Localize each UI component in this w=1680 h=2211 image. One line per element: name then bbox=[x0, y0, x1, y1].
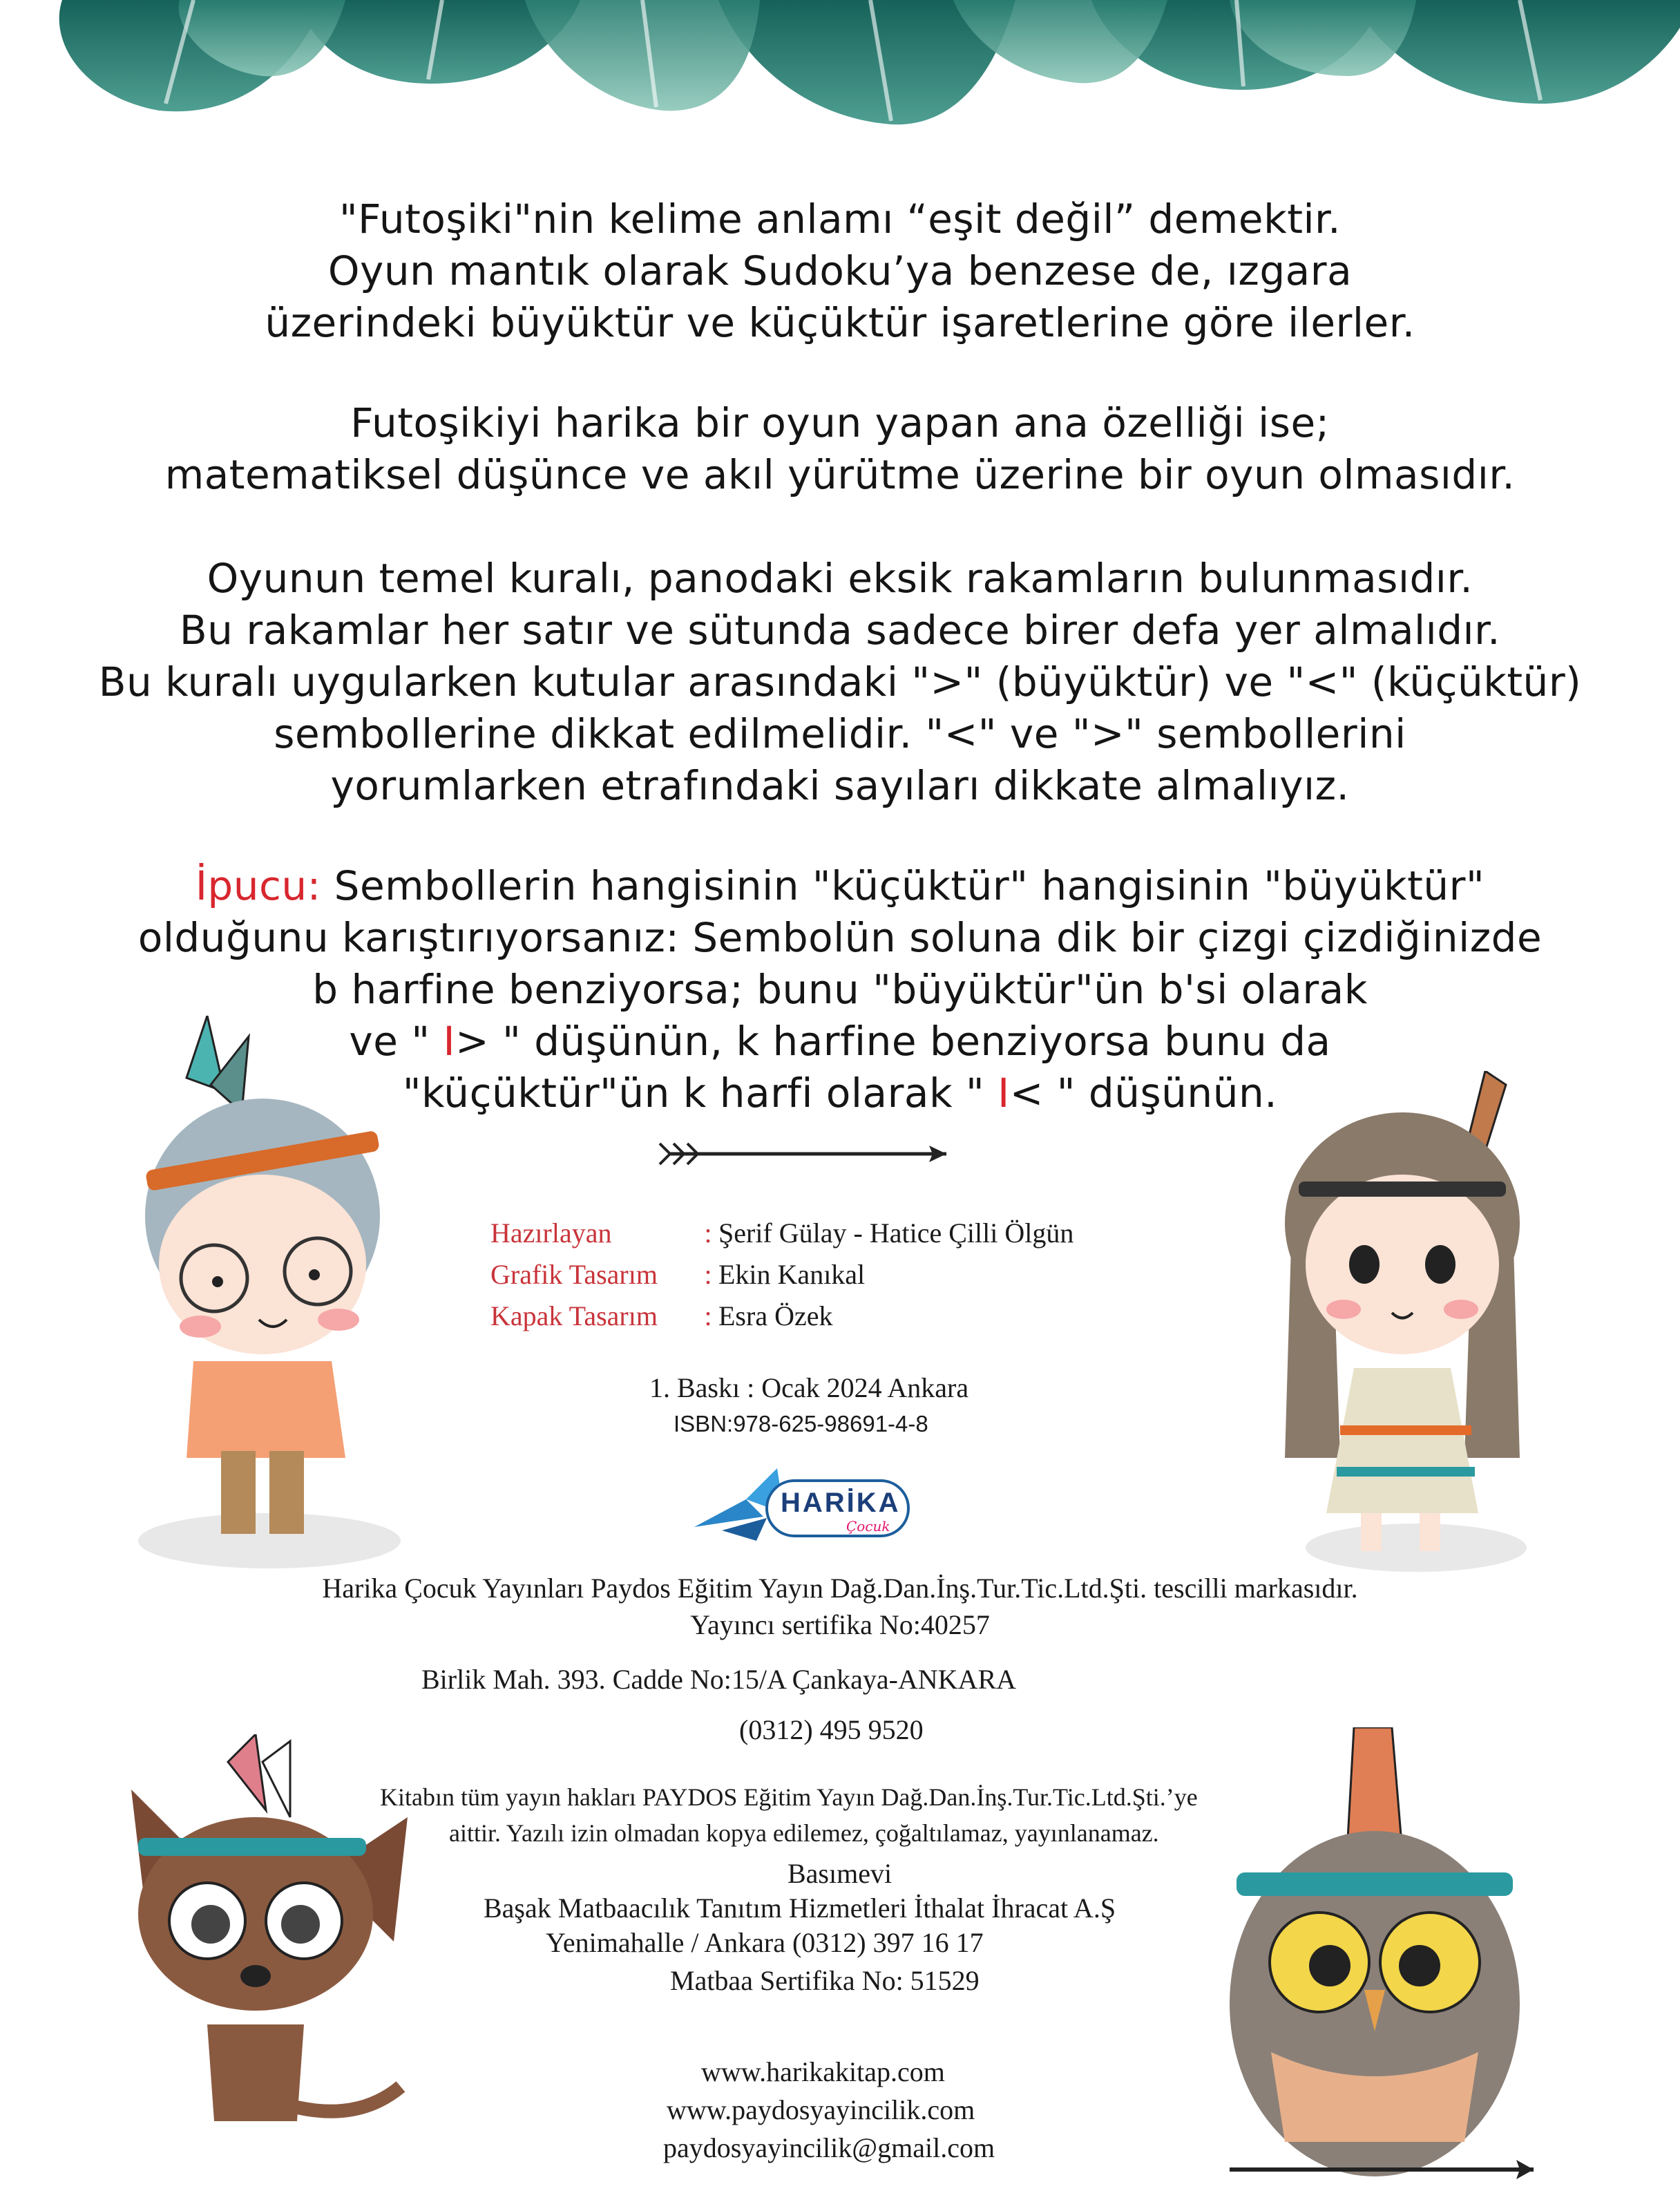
credit-row-graphic bbox=[490, 1254, 1073, 1296]
intro-line: Oyunun temel kuralı, panodaki eksik rakamların bulunmasıdır. bbox=[207, 555, 1473, 602]
printer-name: Başak Matbaacılık Tanıtım Hizmetleri İthalat İhracat A.Ş bbox=[484, 1892, 1116, 1924]
credit-value: Ekin Kanıkal bbox=[718, 1259, 866, 1290]
email-link[interactable]: paydosyayincilik@gmail.com bbox=[663, 2132, 995, 2163]
printer-heading: Basımevi bbox=[788, 1858, 892, 1889]
boy-character-illustration bbox=[104, 1016, 421, 1568]
credit-separator: : bbox=[704, 1300, 712, 1331]
credit-label: Kapak Tasarım bbox=[490, 1300, 658, 1331]
credit-label: Hazırlayan bbox=[490, 1217, 612, 1249]
tip-line-3: b harfine benziyorsa; bunu "büyüktür"ün b'si olarak bbox=[312, 966, 1368, 1013]
credit-value: Esra Özek bbox=[718, 1300, 833, 1331]
tip-label: İpucu: bbox=[195, 862, 321, 909]
printer-certificate: Matbaa Sertifika No: 51529 bbox=[670, 1965, 980, 1996]
intro-line: Oyun mantık olarak Sudoku’ya benzese de, ızgara bbox=[327, 247, 1353, 294]
credit-row-prepared bbox=[490, 1213, 1073, 1254]
rights-line-2: aittir. Yazılı izin olmadan kopya edilemez, çoğaltılamaz, yayınlanamaz. bbox=[449, 1819, 1159, 1847]
credit-separator: : bbox=[704, 1259, 712, 1290]
tip-text: " düşünün, k harfine benziyorsa bunu da bbox=[489, 1018, 1331, 1065]
logo-subtext: Çocuk bbox=[846, 1518, 890, 1535]
monstera-leaves-banner bbox=[0, 0, 1680, 159]
intro-line: Bu kuralı uygularken kutular arasındaki ">" (büyüktür) ve "<" (küçüktür) bbox=[98, 658, 1582, 705]
intro-line: yorumlarken etrafındaki sayıları dikkate almalıyız. bbox=[330, 762, 1350, 809]
tip-line-1 bbox=[0, 860, 1680, 912]
isbn-text: ISBN:978-625-98691-4-8 bbox=[674, 1411, 928, 1436]
intro-line: sembollerine dikkat edilmelidir. "<" ve ">" sembollerini bbox=[274, 710, 1406, 757]
intro-line: matematiksel düşünce ve akıl yürütme üzerine bir oyun olmasıdır. bbox=[164, 451, 1516, 498]
website-link-2[interactable]: www.paydosyayincilik.com bbox=[667, 2094, 975, 2125]
edition-text: 1. Baskı : Ocak 2024 Ankara bbox=[649, 1372, 969, 1403]
intro-line: üzerindeki büyüktür ve küçüktür işaretlerine göre ilerler. bbox=[265, 299, 1415, 346]
rights-line-1: Kitabın tüm yayın hakları PAYDOS Eğitim Yayın Dağ.Dan.İnş.Tur.Tic.Ltd.Şti.’ye bbox=[380, 1783, 1198, 1811]
credit-value: Şerif Gülay - Hatice Çilli Ölgün bbox=[718, 1217, 1074, 1249]
tip-text: Sembollerin hangisinin "küçüktür" hangisinin "büyüktür" bbox=[321, 862, 1485, 909]
tip-symbol: < bbox=[1009, 1070, 1044, 1117]
tip-text: "küçüktür"ün k harfi olarak " bbox=[402, 1070, 998, 1117]
publisher-line-1: Harika Çocuk Yayınları Paydos Eğitim Yayın Dağ.Dan.İnş.Tur.Tic.Ltd.Şti. tescilli markasıdır. bbox=[322, 1573, 1358, 1604]
credit-separator: : bbox=[704, 1217, 712, 1249]
publisher-line-2: Yayıncı sertifika No:40257 bbox=[690, 1609, 990, 1640]
arrow-divider-icon bbox=[656, 1133, 967, 1175]
credits-block bbox=[490, 1213, 1073, 1337]
credit-row-cover bbox=[490, 1296, 1073, 1337]
intro-line: "Futoşiki"nin kelime anlamı “eşit değil” demektir. bbox=[338, 196, 1342, 243]
publisher-address: Birlik Mah. 393. Cadde No:15/A Çankaya-ANKARA bbox=[421, 1664, 1017, 1695]
intro-paragraph-1 bbox=[0, 193, 1680, 349]
tip-symbol: > bbox=[455, 1018, 490, 1065]
publisher-phone: (0312) 495 9520 bbox=[739, 1714, 924, 1745]
tip-text: " düşünün. bbox=[1043, 1070, 1278, 1117]
harika-logo bbox=[680, 1461, 929, 1551]
credit-label: Grafik Tasarım bbox=[490, 1259, 658, 1290]
intro-line: Bu rakamlar her satır ve sütunda sadece birer defa yer almalıdır. bbox=[179, 607, 1501, 654]
website-link-1[interactable]: www.harikakitap.com bbox=[701, 2056, 945, 2087]
tip-line-2: olduğunu karıştırıyorsanız: Sembolün soluna dik bir çizgi çizdiğinizde bbox=[137, 914, 1543, 961]
intro-paragraph-3 bbox=[0, 553, 1680, 812]
tip-bar-symbol: I bbox=[443, 1018, 456, 1065]
tip-text: ve " bbox=[349, 1018, 443, 1065]
logo-text: HARİKA bbox=[781, 1488, 901, 1518]
intro-line: Futoşikiyi harika bir oyun yapan ana özelliği ise; bbox=[350, 399, 1330, 446]
printer-location: Yenimahalle / Ankara (0312) 397 16 17 bbox=[546, 1927, 984, 1958]
intro-paragraph-2 bbox=[0, 397, 1680, 501]
tip-bar-symbol: I bbox=[998, 1070, 1010, 1117]
dog-character-illustration bbox=[117, 1734, 421, 2170]
owl-character-illustration bbox=[1216, 1727, 1540, 2211]
girl-character-illustration bbox=[1278, 1071, 1540, 1575]
